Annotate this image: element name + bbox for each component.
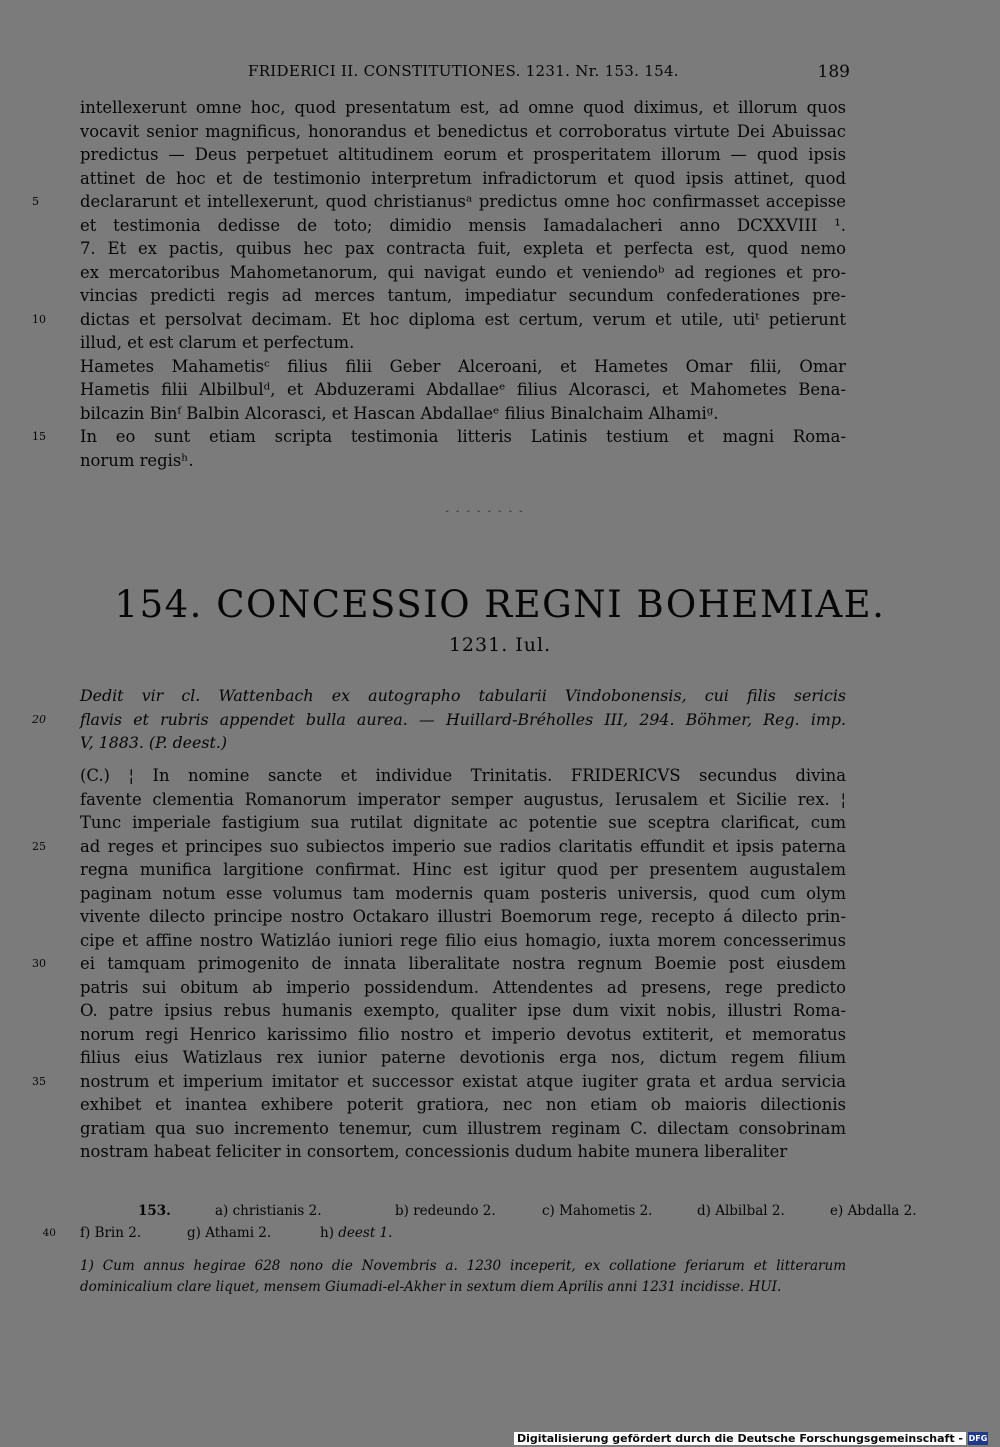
text-line [80, 355, 846, 379]
dfg-logo: DFG [968, 1434, 988, 1443]
line-text: dictas et persolvat decimam. Et hoc diploma est certum, verum et utile, utiᵗ petierunt [80, 309, 846, 329]
line-number: 30 [32, 957, 46, 970]
text-line [80, 905, 846, 929]
footnote-item [830, 1200, 917, 1222]
line-number: 10 [32, 312, 46, 326]
line-text: predictus — Deus perpetuet altitudinem eorum et prosperitatem illorum — quod ipsis [80, 145, 846, 164]
text-line [80, 1046, 846, 1070]
line-text: dominicalium clare liquet, mensem Giumadi-el-Akher in sextum diem Aprilis anni 1231 incidisse. HUI. [80, 1279, 782, 1295]
page-header [80, 58, 850, 86]
text-line [80, 96, 846, 120]
text-line [80, 284, 846, 308]
line-text: vocavit senior magnificus, honorandus et benedictus et corroboratus virtute Dei Abuissac [80, 121, 846, 141]
text-line [80, 1093, 846, 1117]
text-line [80, 1277, 846, 1298]
text-line [80, 684, 846, 708]
document-153-text [32, 96, 846, 472]
footnote-row [80, 1200, 917, 1222]
footnote-text: redeundo 2. [413, 1203, 496, 1219]
line-text: ad reges et principes suo subiectos imperio sue radios claritatis effundit et ipsis paterna [80, 836, 846, 856]
text-line [80, 1117, 846, 1141]
text-line [80, 764, 846, 788]
line-text: Dedit vir cl. Wattenbach ex autographo tabularii Vindobonensis, cui filis sericis [80, 686, 846, 705]
page-number: 189 [817, 62, 850, 82]
line-number: 5 [32, 195, 39, 208]
line-text: V, 1883. (P. deest.) [80, 733, 228, 752]
variant-footnotes [42, 1200, 917, 1244]
line-text: regna munifica largitione confirmat. Hinc est igitur quod per presentem augustalem [80, 860, 846, 879]
text-line [80, 731, 846, 755]
line-text: (C.) ¦ In nomine sancte et individue Trinitatis. FRIDERICVS secundus divina [80, 766, 846, 785]
text-line [32, 190, 846, 214]
line-text: declararunt et intellexerunt, quod christianusᵃ predictus omne hoc confirmasset accepisse [80, 192, 846, 211]
footnote-mark: c) [542, 1203, 555, 1219]
text-line [32, 308, 846, 332]
footnote-text: Mahometis 2. [559, 1203, 653, 1219]
line-text: attinet de hoc et de testimonio interpretum infradictorum et quod ipsis attinet, quod [80, 168, 846, 188]
line-text: patris sui obitum ab imperio possidendum. Attendentes ad presens, rege predicto [80, 977, 846, 997]
footnote-mark: f) [80, 1225, 91, 1241]
line-text: illud, et est clarum et perfectum. [80, 333, 355, 352]
footnote-item [542, 1200, 652, 1222]
line-text: Tunc imperiale fastigium sua rutilat dignitate ac potentie sue sceptra clarificat, cum [80, 813, 846, 832]
digitization-credit: Digitalisierung gefördert durch die Deutsche Forschungsgemeinschaft - [514, 1432, 966, 1445]
line-text: bilcazin Binᶠ Balbin Alcorasci, et Hascan Abdallaeᵉ filius Binalchaim Alhamiᵍ. [80, 403, 719, 423]
document-154-source-note [32, 684, 846, 755]
text-line [32, 835, 846, 859]
line-number: 15 [32, 430, 46, 443]
text-line [80, 929, 846, 953]
line-text: cipe et affine nostro Watizláo iuniori rege filio eius homagio, iuxta morem concesserimus [80, 930, 846, 950]
line-text: Hametis filii Albilbulᵈ, et Abduzerami Abdallaeᵉ filius Alcorasci, et Mahometes Bena- [80, 380, 846, 399]
section-separator: - - - - - - - - [445, 506, 525, 517]
text-line [80, 882, 846, 906]
footnote-item [80, 1222, 141, 1244]
document-154-title: 154. CONCESSIO REGNI BOHEMIAE. [114, 583, 886, 626]
text-line [80, 976, 846, 1000]
explanatory-footnote [80, 1256, 846, 1298]
footnote-text: christianis 2. [232, 1203, 322, 1219]
text-line [80, 378, 846, 402]
document-154-text [32, 764, 846, 1164]
footnote-row [42, 1222, 846, 1244]
footnote-text: Brin 2. [94, 1225, 142, 1241]
line-text: In eo sunt etiam scripta testimonia litteris Latinis testium et magni Roma- [80, 427, 846, 446]
text-line [80, 237, 846, 261]
text-line [32, 952, 846, 976]
line-text: vincias predicti regis ad merces tantum, impediatur secundum confederationes pre- [80, 286, 846, 305]
footnote-mark: e) [830, 1203, 844, 1219]
line-number: 35 [32, 1074, 46, 1088]
running-title: FRIDERICI II. CONSTITUTIONES. 1231. Nr. 153. 154. [248, 62, 679, 80]
line-text: ei tamquam primogenito de innata liberalitate nostra regnum Boemie post eiusdem [80, 954, 846, 973]
footnote-item [320, 1222, 392, 1244]
line-text: exhibet et inantea exhibere poterit gratiora, nec non etiam ob maioris dilectionis [80, 1095, 846, 1114]
footnote-text: deest 1. [338, 1225, 393, 1241]
text-line [80, 788, 846, 812]
line-text: paginam notum esse volumus tam modernis quam posteris universis, quod cum olym [80, 883, 846, 903]
text-line [80, 331, 846, 355]
line-text: ex mercatoribus Mahometanorum, qui navigat eundo et veniendoᵇ ad regiones et pro- [80, 262, 846, 282]
line-text: et testimonia dedisse de toto; dimidio mensis Iamadalacheri anno DCXXVIII ¹. [80, 215, 846, 235]
text-line [80, 402, 846, 426]
footnote-text: Abdalla 2. [847, 1203, 917, 1219]
text-line [80, 999, 846, 1023]
footnote-mark: h) [320, 1225, 334, 1241]
line-number: 20 [32, 712, 46, 726]
text-line [80, 143, 846, 167]
line-text: favente clementia Romanorum imperator semper augustus, Ierusalem et Sicilie rex. ¦ [80, 789, 846, 809]
text-line [80, 449, 846, 473]
line-text: gratiam qua suo incremento tenemur, cum illustrem reginam C. dilectam consobrinam [80, 1118, 846, 1138]
line-text: vivente dilecto principe nostro Octakaro illustri Boemorum rege, recepto á dilecto prin- [80, 907, 846, 926]
text-line [80, 261, 846, 285]
line-text: 7. Et ex pactis, quibus hec pax contracta fuit, expleta et perfecta est, quod nemo [80, 239, 846, 258]
text-line [32, 425, 846, 449]
line-text: intellexerunt omne hoc, quod presentatum est, ad omne quod diximus, et illorum quos [80, 98, 846, 117]
text-line [80, 214, 846, 238]
footnote-item [697, 1200, 785, 1222]
line-number: 25 [32, 839, 46, 853]
text-line [80, 811, 846, 835]
line-text: flavis et rubris appendet bulla aurea. — Huillard-Bréholles III, 294. Böhmer, Reg. imp. [80, 709, 846, 729]
footnote-item [395, 1200, 496, 1222]
line-text: nostrum et imperium imitator et successor existat atque iugiter grata et ardua servicia [80, 1071, 846, 1091]
footnote-doc-label: 153. [138, 1203, 171, 1219]
line-text: O. patre ipsius rebus humanis exempto, qualiter ipse dum vixit nobis, illustri Roma- [80, 1001, 846, 1020]
footnote-item [187, 1222, 271, 1244]
text-line [80, 120, 846, 144]
text-line [80, 1140, 846, 1164]
footnote-item [215, 1200, 321, 1222]
text-line [80, 858, 846, 882]
line-text: 1) Cum annus hegirae 628 nono die Novembris a. 1230 inceperit, ex collatione feriarum et litterarum [80, 1258, 846, 1274]
footnote-text: Albilbal 2. [715, 1203, 785, 1219]
document-154-date: 1231. Iul. [448, 634, 552, 656]
line-text: norum regi Henrico karissimo filio nostro et imperio devotus extiterit, et memoratus [80, 1024, 846, 1044]
text-line [80, 167, 846, 191]
text-line [80, 1023, 846, 1047]
text-line [32, 1070, 846, 1094]
line-number: 40 [42, 1227, 56, 1239]
footnote-mark: a) [215, 1203, 229, 1219]
footnote-text: Athami 2. [205, 1225, 272, 1241]
footnote-mark: d) [697, 1203, 711, 1219]
line-text: filius eius Watizlaus rex iunior paterne devotionis erga nos, dictum regem filium [80, 1048, 846, 1067]
footnote-mark: b) [395, 1203, 409, 1219]
text-line [32, 708, 846, 732]
line-text: norum regisʰ. [80, 450, 194, 470]
line-text: nostram habeat feliciter in consortem, concessionis dudum habite munera liberaliter [80, 1142, 788, 1161]
line-text: Hametes Mahametisᶜ filius filii Geber Alceroani, et Hametes Omar filii, Omar [80, 356, 846, 376]
footnote-mark: g) [187, 1225, 201, 1241]
text-line [80, 1256, 846, 1277]
